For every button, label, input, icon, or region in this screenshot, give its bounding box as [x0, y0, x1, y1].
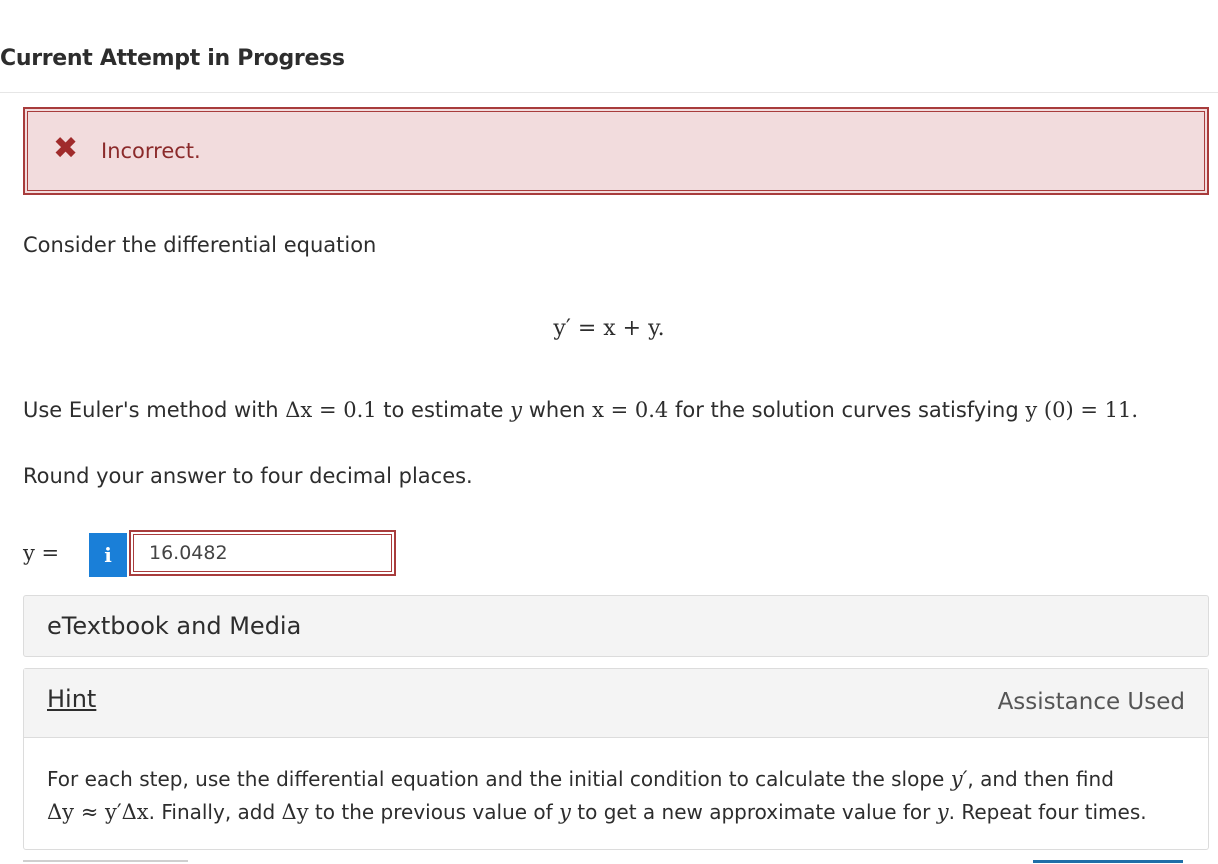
etextbook-media-panel[interactable] [23, 595, 1209, 657]
hint-text-segment: . Finally, add [148, 800, 282, 824]
y-variable: y [559, 800, 571, 824]
hint-text [47, 763, 1187, 829]
y-variable: y [510, 398, 523, 422]
hint-link[interactable]: Hint [47, 685, 97, 713]
incorrect-alert [23, 107, 1209, 195]
hint-panel [23, 668, 1209, 850]
hint-text-segment: , and then find [967, 767, 1114, 791]
divider [0, 92, 1218, 93]
hint-header [24, 669, 1208, 738]
delta-y-approximation: Δy ≈ y′Δx [47, 800, 149, 824]
differential-equation: y′ = x + y. [553, 316, 665, 341]
delta-y-expression: Δy [281, 800, 309, 824]
hint-text-segment: to the previous value of [308, 800, 560, 824]
x-expression: x = 0.4 [592, 398, 669, 422]
question-instruction [23, 398, 1138, 422]
question-intro: Consider the differential equation [23, 233, 377, 257]
initial-condition-expression: y (0) = 11. [1025, 398, 1139, 422]
alert-message: Incorrect. [101, 139, 201, 163]
divider [1033, 860, 1183, 863]
etextbook-media-title[interactable]: eTextbook and Media [47, 612, 302, 640]
instruction-text: to estimate [376, 398, 511, 422]
instruction-text: when [522, 398, 593, 422]
hint-text-segment: For each step, use the differential equation and the initial condition to calculate the slope [47, 767, 951, 791]
answer-label: y = [23, 541, 60, 565]
answer-input[interactable] [129, 530, 396, 576]
attempt-title: Current Attempt in Progress [0, 46, 345, 71]
rounding-instruction: Round your answer to four decimal places. [23, 464, 473, 488]
delta-x-expression: Δx = 0.1 [285, 398, 377, 422]
divider [23, 860, 188, 862]
hint-text-segment: to get a new approximate value for [570, 800, 937, 824]
close-icon: ✖ [53, 131, 79, 166]
assistance-used-label: Assistance Used [997, 689, 1185, 715]
y-variable: y [936, 800, 949, 824]
instruction-text: Use Euler's method with [23, 398, 286, 422]
hint-text-segment: . Repeat four times. [948, 800, 1147, 824]
instruction-text: for the solution curves satisfying [668, 398, 1026, 422]
slope-expression: y′ [950, 767, 968, 791]
info-icon[interactable]: i [89, 533, 127, 577]
